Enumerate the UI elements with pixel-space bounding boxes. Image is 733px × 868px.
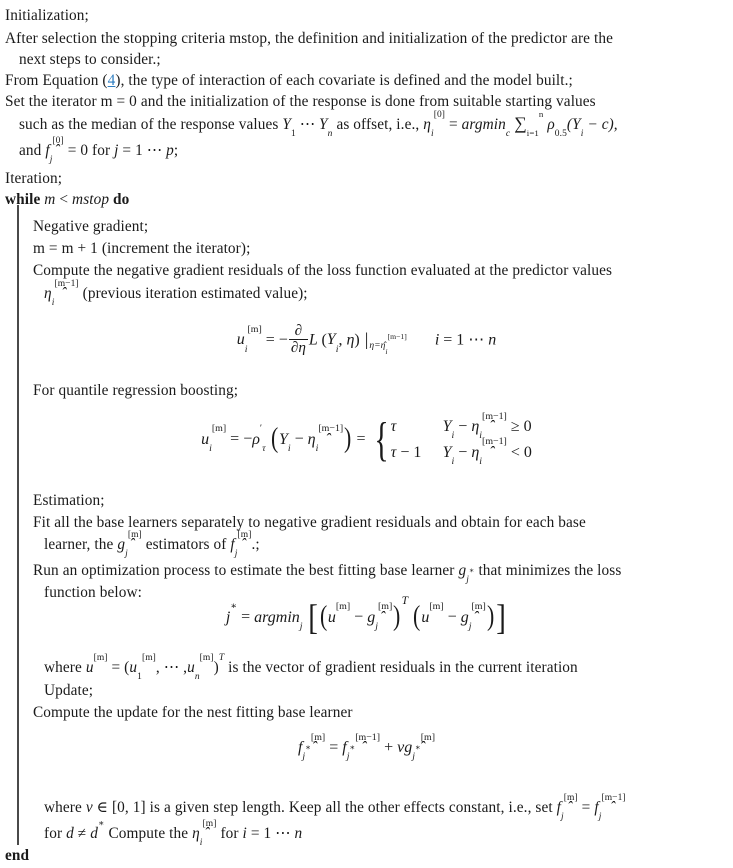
- evaluation-bar: |: [364, 328, 369, 349]
- iteration-label: Iteration;: [5, 170, 63, 187]
- estimation-label: Estimation;: [33, 492, 105, 509]
- symbol-Y1: $Y_1$: [282, 116, 296, 140]
- dots-symbol: ⋯: [295, 116, 320, 133]
- fit-all-2-post: .;: [251, 536, 260, 553]
- while-var-m: m: [44, 191, 56, 208]
- element-of-symbol: ∈ [0, 1]: [96, 799, 146, 816]
- equation-quantile-cases: $u_i[m] = -\rho'_\tau$ ($Y_i$ − ̂ $\eta_i[m-1]$) = { τ $Y_i$ − ̂ $\eta_i[m-1] \ge 0$ τ − 1 $Y_i$ − ̂ $\eta_i[m-1] < 0$: [0, 414, 733, 466]
- summation-symbol: $\sum_{i=1}^n$: [514, 108, 544, 139]
- do-keyword: do: [113, 191, 130, 208]
- set-iterator-line: Set the iterator m = 0 and the initialization of the response is done from suitable starting values: [5, 93, 596, 110]
- while-var-mstop: mstop: [72, 191, 110, 208]
- equation-j-star: j∗ = argmin$_j$ [(u[m] − ̂ $g_j[m])^T$ (u[m] − ̂ $g_j[m]$)]: [0, 600, 733, 636]
- run-optimization-suffix: that minimizes the loss: [478, 562, 622, 579]
- from-equation-prefix: From Equation (: [5, 72, 108, 89]
- where-u-suffix: is the vector of gradient residuals in the current iteration: [228, 659, 578, 676]
- where-u-prefix: where: [44, 659, 82, 676]
- after-selection-line-2: next steps to consider.;: [19, 51, 161, 68]
- fit-all-2-prefix: learner, the: [44, 536, 114, 553]
- nu-symbol: ν: [85, 799, 93, 816]
- equals-sign: =: [448, 116, 458, 133]
- equation-negative-gradient: $u_i[m]$ = − $\frac{\partial}{\partial\eta}$ L ($Y_i$, η) |η=̂ $\eta_i[m-1]$ i = 1 ⋯ n: [0, 324, 733, 357]
- negative-gradient-label: Negative gradient;: [33, 218, 149, 235]
- for-d-post: for: [220, 825, 239, 842]
- for-d-prefix: for: [44, 825, 63, 842]
- after-selection-line-1: After selection the stopping criteria mstop, the definition and initialization of the predictor are the: [5, 30, 613, 47]
- run-optimization-line-1: [33, 562, 622, 586]
- from-equation-line: [5, 73, 573, 88]
- for-quantile-label: For quantile regression boosting;: [33, 382, 239, 399]
- from-equation-suffix: ), the type of interaction of each covariate is defined and the model built.;: [115, 72, 573, 89]
- eta-hat-i-m-1: ̂ $\eta_i[m-1]$: [44, 286, 79, 301]
- initialization-label: Initialization;: [5, 7, 89, 24]
- run-optimization-line-2: function below:: [44, 584, 142, 601]
- such-as-mid: as offset, i.e.,: [336, 116, 420, 133]
- eta-i-0: $\eta_i[0]$: [423, 110, 446, 140]
- f-hat-j-0: ̂ $f_j[0]$: [45, 143, 63, 158]
- previous-iteration-line: [44, 279, 308, 309]
- such-as-median-line: [19, 108, 618, 140]
- left-brace: {: [373, 413, 389, 467]
- rho-term: $\rho_{0.5}(Y_i - c)$,: [547, 116, 618, 140]
- fit-all-line-2: [44, 530, 260, 560]
- and-f-zero-line: and ̂ $f_j[0] = 0$ for j = 1 ⋯ p;: [19, 143, 178, 158]
- evaluation-subscript: η=̂ $\eta_i[m-1]$: [369, 341, 406, 351]
- eta-hat-i-m: ̂ $\eta_i[m]$: [192, 826, 216, 841]
- case-row-2: τ − 1 $Y_i$ − ̂ $\eta_i[m-1] < 0$: [391, 440, 532, 466]
- u-m-vector: u[m]: [85, 653, 108, 676]
- run-optimization-prefix: Run an optimization process to estimate the best fitting base learner: [33, 562, 455, 579]
- dots-symbol-2: ⋯: [146, 142, 163, 159]
- and-f-suffix: for: [92, 142, 111, 159]
- symbol-Yn: $Y_n$: [319, 116, 333, 140]
- previous-iteration-text: (previous iteration estimated value);: [82, 285, 308, 302]
- end-keyword: end: [5, 847, 30, 864]
- equation-4-link[interactable]: 4: [107, 72, 116, 89]
- compute-negative-gradient-line: Compute the negative gradient residuals of the loss function evaluated at the predictor values: [33, 262, 613, 279]
- f-hat-j-m-2: ̂ $f_j[m]$: [557, 800, 578, 815]
- f-hat-j-m-1: ̂ $f_j[m-1]$: [594, 800, 625, 815]
- while-keyword: while: [5, 191, 41, 208]
- piecewise-cases: [370, 410, 532, 468]
- j-range: j: [114, 142, 119, 159]
- g-j-star: $g_{j^∗}$: [458, 562, 475, 586]
- for-d-mid: Compute the: [108, 825, 189, 842]
- where-u-vector-line: where $u[m] = (u_1[m]$, ⋯ $,u_n[m])^T$ is the vector of gradient residuals in the current iteration: [44, 653, 578, 683]
- equation-update: ̂ $f_{j^∗}[m]$ = ̂ $f_{j^∗}[m-1]$ + ν̂ $g_{j^∗}[m]$: [0, 740, 733, 756]
- such-as-prefix: such as the median of the response values: [19, 116, 279, 133]
- g-hat-j-m: ̂ $g_j[m]$: [117, 537, 141, 552]
- update-label: Update;: [44, 682, 94, 699]
- less-than-symbol: <: [59, 191, 69, 208]
- where-nu-mid: is a given step length. Keep all the other effects constant, i.e., set: [149, 799, 553, 816]
- and-f-prefix: and: [19, 142, 42, 159]
- for-d-line: for d ≠ d∗ Compute the ̂ $\eta_i[m]$ for i = 1 ⋯ n: [44, 826, 302, 841]
- while-statement: [5, 192, 129, 207]
- f-hat-j-m: ̂ $f_j[m]$: [230, 537, 251, 552]
- equals-zero: = 0: [67, 142, 89, 159]
- increment-line: m = m + 1 (increment the iterator);: [33, 240, 251, 257]
- where-nu-prefix: where: [44, 799, 82, 816]
- partial-derivative-fraction: $\frac{\partial}{\partial\eta}$: [290, 322, 306, 357]
- compute-update-line: Compute the update for the nest fitting base learner: [33, 704, 353, 721]
- fit-all-2-mid: estimators of: [145, 536, 227, 553]
- d-neq-dstar: d ≠ d∗: [66, 819, 105, 842]
- argmin-c: argmin$_c$: [461, 116, 511, 140]
- where-nu-line: where ν ∈ [0, 1] is a given step length. Keep all the other effects constant, i.e., set ̂ $f_j[m]$ = ̂ $f_j[m-1]$: [44, 800, 626, 815]
- case-row-1: τ $Y_i$ − ̂ $\eta_i[m-1] \ge 0$: [391, 414, 532, 440]
- fit-all-line-1: Fit all the base learners separately to negative gradient residuals and obtain for each base: [33, 514, 586, 531]
